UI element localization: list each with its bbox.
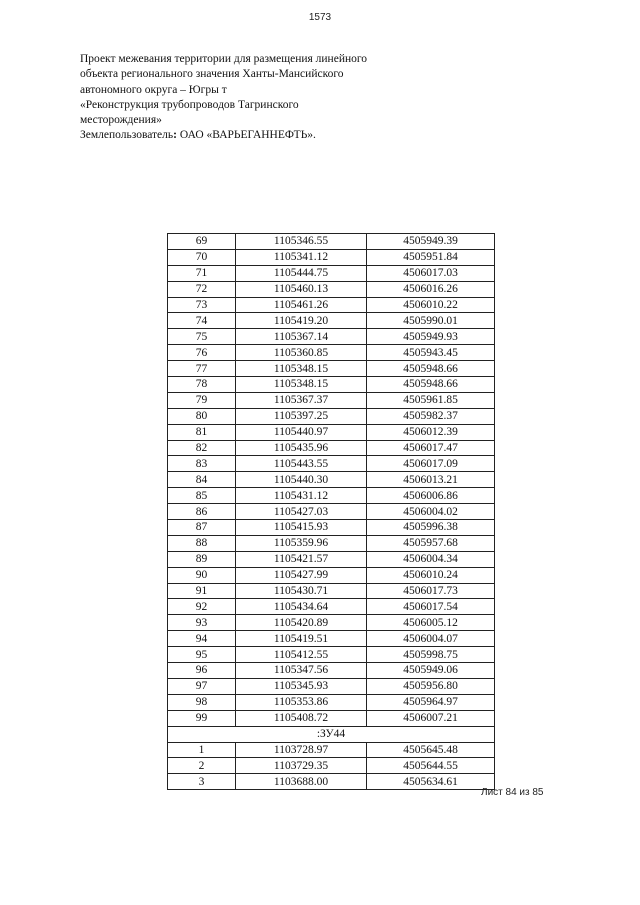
table-row — [168, 361, 495, 377]
x-coordinate: 1105430.71 — [236, 583, 367, 599]
coordinates-table — [167, 233, 495, 790]
x-coordinate: 1105367.14 — [236, 329, 367, 345]
y-coordinate: 4506005.12 — [367, 615, 495, 631]
x-coordinate: 1105408.72 — [236, 710, 367, 726]
table-row — [168, 297, 495, 313]
land-user-label: Землепользователь — [80, 129, 174, 142]
table-row — [168, 456, 495, 472]
x-coordinate: 1105440.30 — [236, 472, 367, 488]
table-row — [168, 281, 495, 297]
table-row — [168, 488, 495, 504]
table-row — [168, 551, 495, 567]
table-row — [168, 583, 495, 599]
y-coordinate: 4505951.84 — [367, 249, 495, 265]
point-number: 79 — [168, 392, 236, 408]
point-number: 2 — [168, 758, 236, 774]
y-coordinate: 4506017.73 — [367, 583, 495, 599]
table-row — [168, 631, 495, 647]
land-user-line — [80, 128, 410, 143]
x-coordinate: 1105419.20 — [236, 313, 367, 329]
point-number: 88 — [168, 535, 236, 551]
table-row — [168, 758, 495, 774]
y-coordinate: 4505949.06 — [367, 663, 495, 679]
point-number: 81 — [168, 424, 236, 440]
table-row — [168, 678, 495, 694]
point-number: 70 — [168, 249, 236, 265]
y-coordinate: 4506004.34 — [367, 551, 495, 567]
y-coordinate: 4506013.21 — [367, 472, 495, 488]
y-coordinate: 4505957.68 — [367, 535, 495, 551]
sheet-counter: Лист 84 из 85 — [481, 787, 544, 798]
y-coordinate: 4505634.61 — [367, 774, 495, 790]
header-line: Проект межевания территории для размещения линейного — [80, 53, 368, 65]
point-number: 98 — [168, 694, 236, 710]
point-number: 69 — [168, 234, 236, 250]
x-coordinate: 1103728.97 — [236, 742, 367, 758]
x-coordinate: 1105440.97 — [236, 424, 367, 440]
y-coordinate: 4505982.37 — [367, 408, 495, 424]
table-row — [168, 599, 495, 615]
x-coordinate: 1103688.00 — [236, 774, 367, 790]
land-user-colon: : — [173, 129, 177, 142]
y-coordinate: 4505956.80 — [367, 678, 495, 694]
table-row — [168, 440, 495, 456]
page-number: 1573 — [308, 12, 332, 23]
point-number: 93 — [168, 615, 236, 631]
table-row — [168, 472, 495, 488]
point-number: 74 — [168, 313, 236, 329]
point-number: 95 — [168, 647, 236, 663]
x-coordinate: 1105359.96 — [236, 535, 367, 551]
table-section-row — [168, 726, 495, 742]
header-line: автономного округа – Югры т — [80, 83, 227, 96]
point-number: 3 — [168, 774, 236, 790]
point-number: 77 — [168, 361, 236, 377]
table-row — [168, 567, 495, 583]
table-row — [168, 392, 495, 408]
point-number: 78 — [168, 377, 236, 393]
point-number: 76 — [168, 345, 236, 361]
x-coordinate: 1105353.86 — [236, 694, 367, 710]
x-coordinate: 1105345.93 — [236, 678, 367, 694]
y-coordinate: 4506016.26 — [367, 281, 495, 297]
x-coordinate: 1105421.57 — [236, 551, 367, 567]
x-coordinate: 1105347.56 — [236, 663, 367, 679]
table-row — [168, 345, 495, 361]
y-coordinate: 4506017.09 — [367, 456, 495, 472]
y-coordinate: 4506017.03 — [367, 265, 495, 281]
x-coordinate: 1105461.26 — [236, 297, 367, 313]
x-coordinate: 1105415.93 — [236, 520, 367, 536]
header-line: месторождения» — [80, 114, 162, 127]
point-number: 1 — [168, 742, 236, 758]
point-number: 84 — [168, 472, 236, 488]
table-row — [168, 234, 495, 250]
point-number: 86 — [168, 504, 236, 520]
table-row — [168, 313, 495, 329]
point-number: 91 — [168, 583, 236, 599]
point-number: 73 — [168, 297, 236, 313]
y-coordinate: 4505996.38 — [367, 520, 495, 536]
y-coordinate: 4506017.47 — [367, 440, 495, 456]
table-row — [168, 424, 495, 440]
point-number: 85 — [168, 488, 236, 504]
header-line: объекта регионального значения Ханты-Мансийского — [80, 68, 344, 81]
y-coordinate: 4506004.02 — [367, 504, 495, 520]
x-coordinate: 1103729.35 — [236, 758, 367, 774]
point-number: 83 — [168, 456, 236, 472]
x-coordinate: 1105348.15 — [236, 361, 367, 377]
x-coordinate: 1105412.55 — [236, 647, 367, 663]
y-coordinate: 4505961.85 — [367, 392, 495, 408]
table-row — [168, 408, 495, 424]
coordinates-table-body — [168, 742, 495, 790]
header-line: «Реконструкция трубопроводов Тагринского — [80, 98, 299, 111]
table-row — [168, 535, 495, 551]
y-coordinate: 4505644.55 — [367, 758, 495, 774]
point-number: 99 — [168, 710, 236, 726]
table-row — [168, 663, 495, 679]
y-coordinate: 4505943.45 — [367, 345, 495, 361]
table-row — [168, 615, 495, 631]
x-coordinate: 1105435.96 — [236, 440, 367, 456]
y-coordinate: 4506012.39 — [367, 424, 495, 440]
table-row — [168, 249, 495, 265]
land-user-value: ОАО «ВАРЬЕГАННЕФТЬ». — [177, 129, 316, 142]
x-coordinate: 1105341.12 — [236, 249, 367, 265]
y-coordinate: 4505948.66 — [367, 377, 495, 393]
x-coordinate: 1105427.03 — [236, 504, 367, 520]
point-number: 71 — [168, 265, 236, 281]
table-row — [168, 504, 495, 520]
point-number: 89 — [168, 551, 236, 567]
x-coordinate: 1105419.51 — [236, 631, 367, 647]
table-row — [168, 647, 495, 663]
point-number: 97 — [168, 678, 236, 694]
x-coordinate: 1105348.15 — [236, 377, 367, 393]
y-coordinate: 4505948.66 — [367, 361, 495, 377]
table-row — [168, 742, 495, 758]
y-coordinate: 4505949.39 — [367, 234, 495, 250]
y-coordinate: 4505645.48 — [367, 742, 495, 758]
y-coordinate: 4505998.75 — [367, 647, 495, 663]
x-coordinate: 1105420.89 — [236, 615, 367, 631]
table-row — [168, 710, 495, 726]
y-coordinate: 4506010.24 — [367, 567, 495, 583]
x-coordinate: 1105360.85 — [236, 345, 367, 361]
x-coordinate: 1105397.25 — [236, 408, 367, 424]
x-coordinate: 1105367.37 — [236, 392, 367, 408]
y-coordinate: 4506007.21 — [367, 710, 495, 726]
table-row — [168, 520, 495, 536]
y-coordinate: 4506006.86 — [367, 488, 495, 504]
x-coordinate: 1105431.12 — [236, 488, 367, 504]
point-number: 90 — [168, 567, 236, 583]
y-coordinate: 4505964.97 — [367, 694, 495, 710]
x-coordinate: 1105444.75 — [236, 265, 367, 281]
table-row — [168, 694, 495, 710]
point-number: 96 — [168, 663, 236, 679]
y-coordinate: 4506017.54 — [367, 599, 495, 615]
point-number: 87 — [168, 520, 236, 536]
point-number: 72 — [168, 281, 236, 297]
point-number: 92 — [168, 599, 236, 615]
y-coordinate: 4506010.22 — [367, 297, 495, 313]
table-row — [168, 329, 495, 345]
table-row — [168, 774, 495, 790]
y-coordinate: 4505990.01 — [367, 313, 495, 329]
table-row — [168, 377, 495, 393]
y-coordinate: 4506004.07 — [367, 631, 495, 647]
x-coordinate: 1105443.55 — [236, 456, 367, 472]
point-number: 75 — [168, 329, 236, 345]
x-coordinate: 1105346.55 — [236, 234, 367, 250]
coordinates-table-body — [168, 234, 495, 727]
document-header — [80, 52, 410, 144]
table-row — [168, 265, 495, 281]
x-coordinate: 1105427.99 — [236, 567, 367, 583]
point-number: 82 — [168, 440, 236, 456]
section-label: :ЗУ44 — [168, 726, 495, 742]
x-coordinate: 1105460.13 — [236, 281, 367, 297]
x-coordinate: 1105434.64 — [236, 599, 367, 615]
point-number: 80 — [168, 408, 236, 424]
point-number: 94 — [168, 631, 236, 647]
y-coordinate: 4505949.93 — [367, 329, 495, 345]
